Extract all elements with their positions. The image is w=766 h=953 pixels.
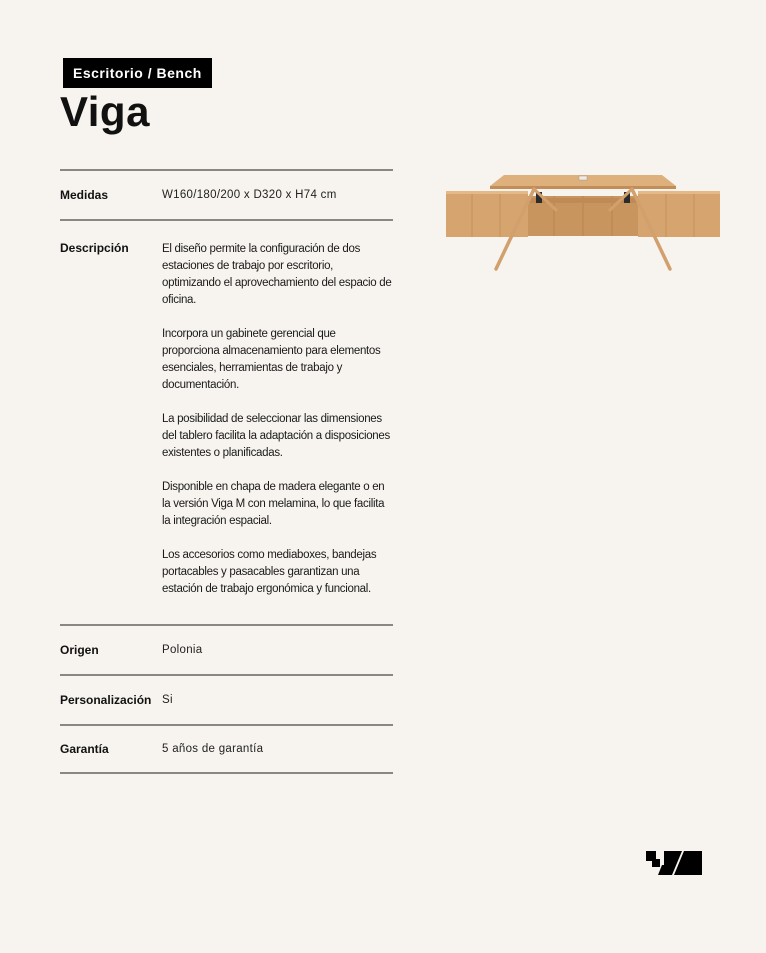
customization-value: Si: [162, 694, 173, 706]
description-paragraph: El diseño permite la configuración de dos estaciones de trabajo por escritorio, optimizando el aprovechamiento del espacio de oficina.: [162, 243, 392, 306]
brand-logo-icon: [646, 851, 702, 875]
description-label: Descripción: [60, 241, 129, 255]
measures-value: W160/180/200 x D320 x H74 cm: [162, 189, 337, 201]
description-paragraph: Disponible en chapa de madera elegante o en la versión Viga M con melamina, lo que facilita la integración espacial.: [162, 481, 385, 527]
description-text: [162, 241, 393, 598]
spec-row-origin: [60, 624, 393, 674]
description-paragraph: La posibilidad de seleccionar las dimensiones del tablero facilita la adaptación a disposiciones existentes o planificadas.: [162, 413, 390, 459]
spec-row-customization: [60, 674, 393, 724]
warranty-value: 5 años de garantía: [162, 743, 264, 755]
warranty-label: Garantía: [60, 742, 109, 756]
customization-label: Personalización: [60, 693, 152, 707]
origin-label: Origen: [60, 643, 99, 657]
product-title: Viga: [60, 88, 150, 135]
spec-row-warranty: [60, 724, 393, 774]
spec-row-description: [60, 219, 393, 624]
desk-product-image: [444, 170, 722, 274]
spec-table: [60, 169, 393, 774]
origin-value: Polonia: [162, 644, 203, 656]
category-label: Escritorio / Bench: [63, 58, 212, 88]
measures-label: Medidas: [60, 188, 109, 202]
description-paragraph: Los accesorios como mediaboxes, bandejas portacables y pasacables garantizan una estación de trabajo ergonómica y funcional.: [162, 549, 377, 595]
description-paragraph: Incorpora un gabinete gerencial que proporciona almacenamiento para elementos esenciales, herramientas de trabajo y documentación.: [162, 328, 381, 391]
spec-row-measures: [60, 169, 393, 219]
